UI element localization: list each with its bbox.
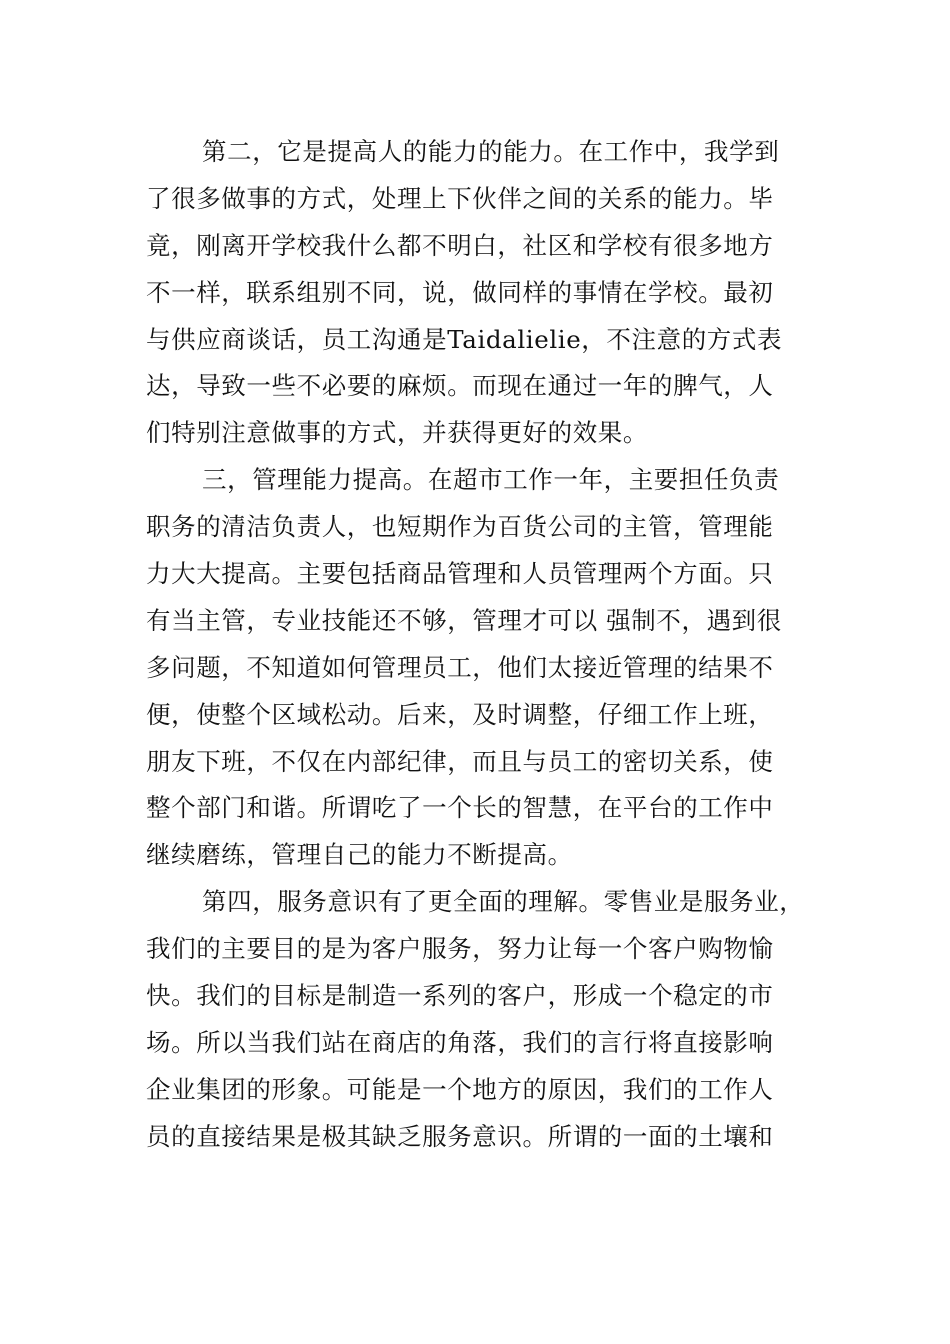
body-text (146, 129, 811, 1161)
text-line: 第二，它是提高人的能力的能力。在工作中，我学到 (202, 137, 780, 166)
text-line: 与供应商谈话，员工沟通是Taidalielie，不注意的方式表 (146, 324, 783, 354)
text-line: 了很多做事的方式，处理上下伙伴之间的关系的能力。毕 (146, 183, 774, 213)
text-line: 员的直接结果是极其缺乏服务意识。所谓的一面的土壤和 (146, 1121, 774, 1151)
text-line: 不一样，联系组别不同，说，做同样的事情在学校。最初 (146, 277, 774, 307)
text-line: 整个部门和谐。所谓吃了一个长的智慧，在平台的工作中 (146, 793, 774, 823)
text-line: 便，使整个区域松动。后来，及时调整，仔细工作上班， (146, 699, 774, 729)
text-line: 我们的主要目的是为客户服务，努力让每一个客户购物愉 (146, 934, 774, 964)
paragraph-4 (146, 879, 811, 1160)
text-line: 第四，服务意识有了更全面的理解。零售业是服务业， (202, 887, 805, 917)
text-line: 场。所以当我们站在商店的角落，我们的言行将直接影响 (146, 1027, 774, 1057)
text-line: 多问题，不知道如何管理员工，他们太接近管理的结果不 (146, 652, 774, 682)
text-line: 们特别注意做事的方式，并获得更好的效果。 (146, 418, 648, 448)
paragraph-3 (146, 457, 811, 879)
text-line: 朋友下班，不仅在内部纪律，而且与员工的密切关系，使 (146, 746, 774, 776)
text-line: 继续磨练，管理自己的能力不断提高。 (146, 840, 573, 870)
text-line: 三，管理能力提高。在超市工作一年，主要担任负责 (202, 465, 780, 495)
text-line: 职务的清洁负责人，也短期作为百货公司的主管，管理能 (146, 512, 774, 542)
text-line: 有当主管，专业技能还不够，管理才可以 强制不，遇到很 (146, 605, 782, 635)
text-line: 快。我们的目标是制造一系列的客户，形成一个稳定的市 (146, 981, 774, 1011)
paragraph-2 (146, 129, 811, 457)
text-line: 竟，刚离开学校我什么都不明白，社区和学校有很多地方 (146, 230, 774, 260)
text-line: 企业集团的形象。可能是一个地方的原因，我们的工作人 (146, 1074, 774, 1104)
text-line: 力大大提高。主要包括商品管理和人员管理两个方面。只 (146, 559, 774, 589)
text-line: 达，导致一些不必要的麻烦。而现在通过一年的脾气，人 (146, 371, 774, 401)
